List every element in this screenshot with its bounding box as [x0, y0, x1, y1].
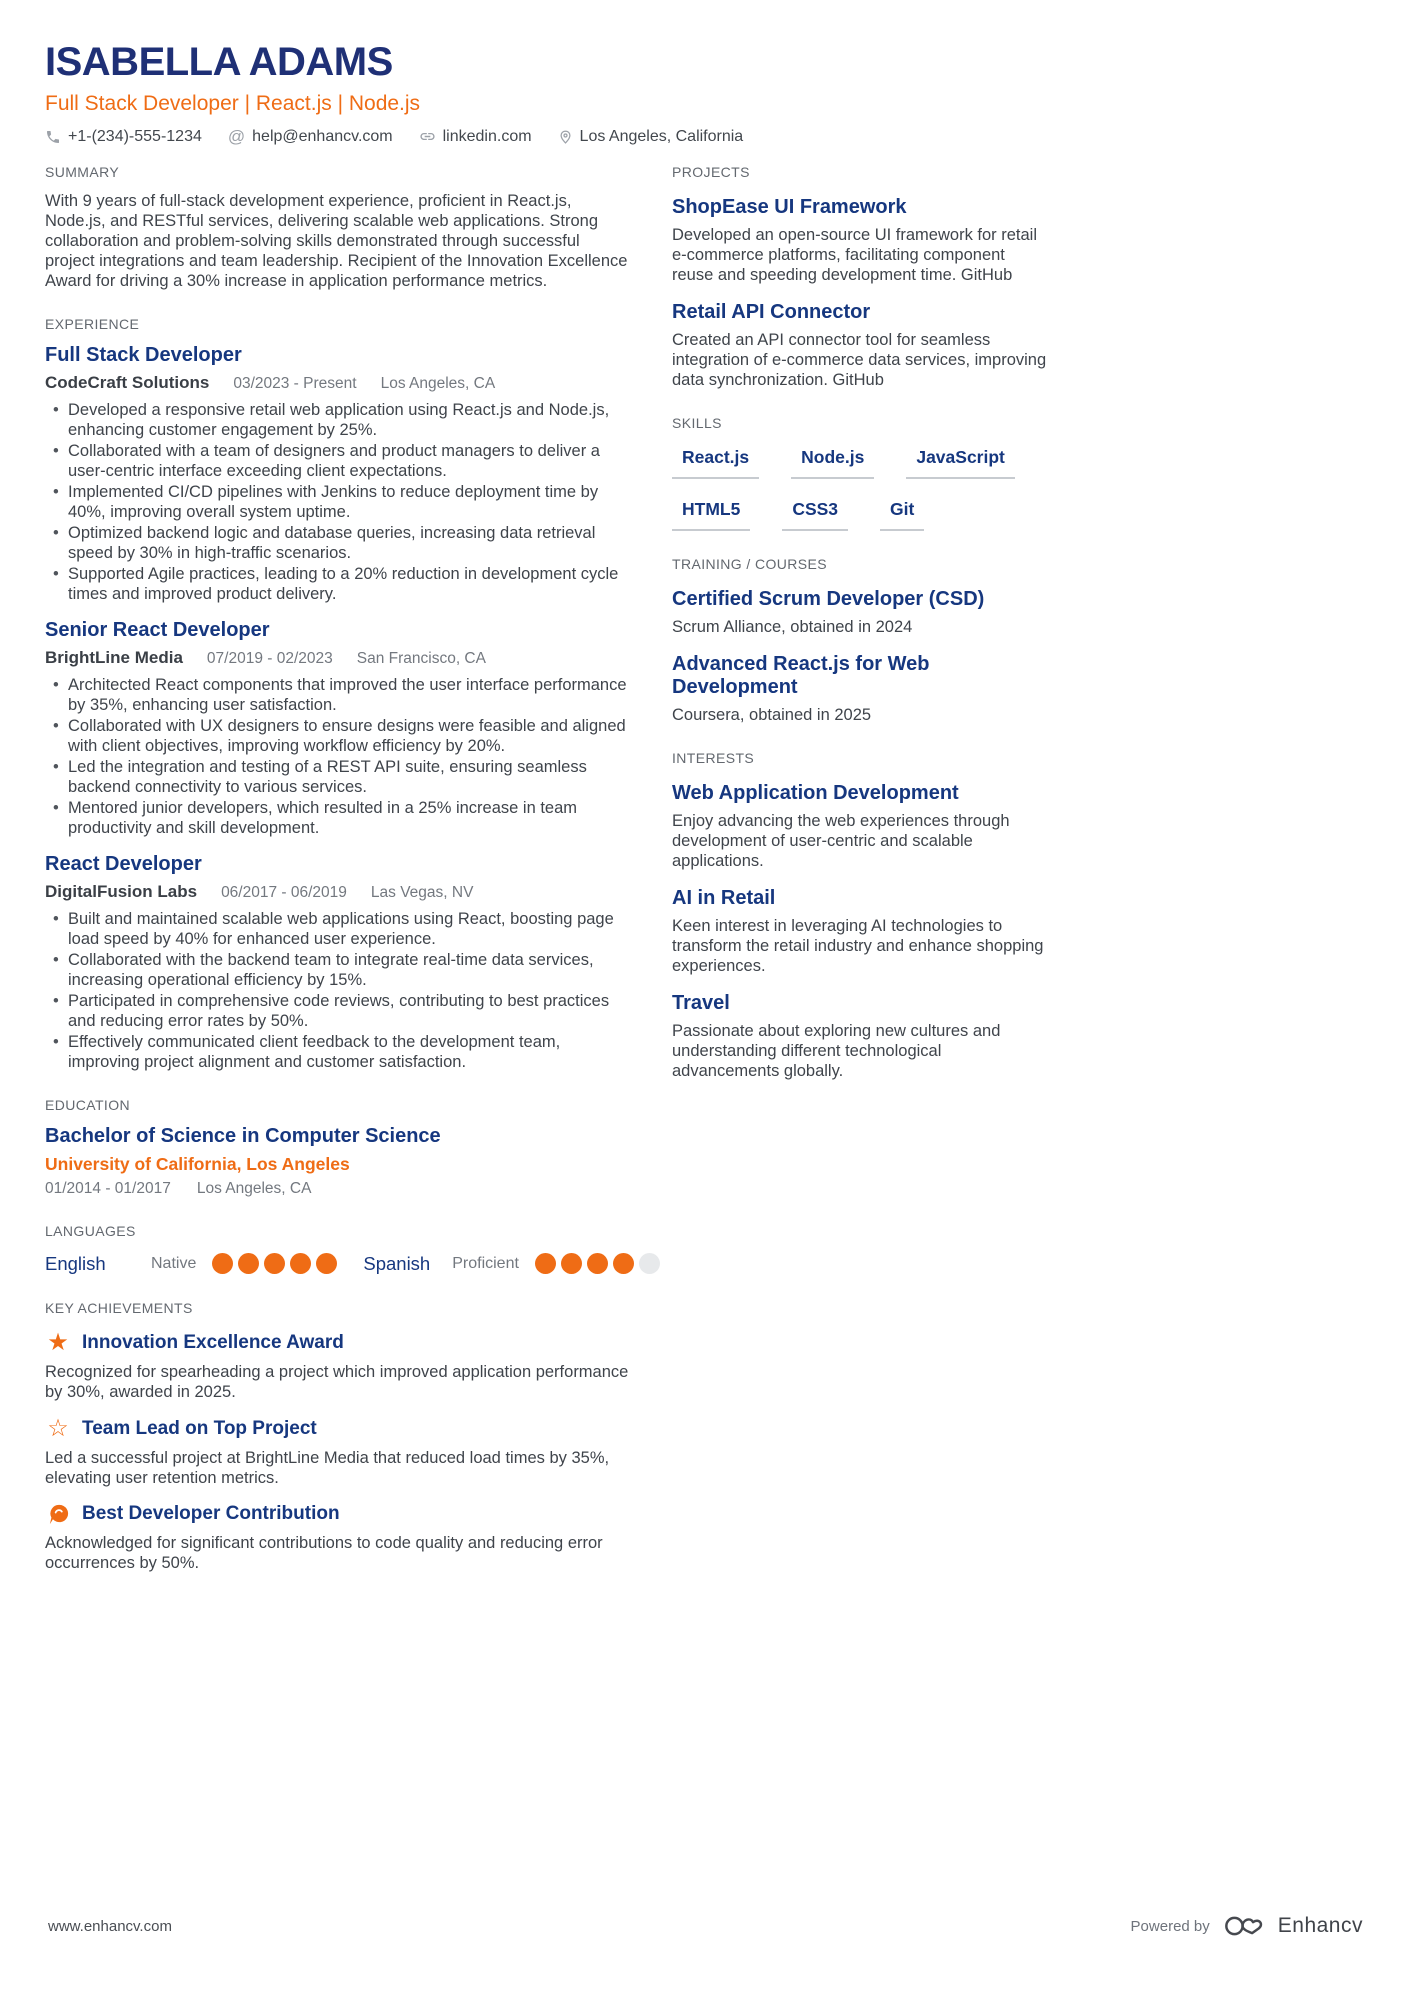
contact-location: [558, 128, 744, 146]
interest-title: Travel: [672, 991, 730, 1014]
interest-item: [672, 782, 1047, 871]
job-title: Full Stack Developer: [45, 343, 242, 366]
section-education: [45, 1097, 633, 1198]
job-bullet: • Developed a responsive retail web application using React.js and Node.js, enhancing customer engagement by 25%.: [45, 400, 633, 440]
job-meta: [45, 882, 633, 902]
section-interests: [672, 750, 1047, 1081]
job-location: San Francisco, CA: [356, 649, 486, 667]
skill-item: React.js: [672, 447, 759, 479]
job-entry: [45, 853, 633, 1072]
achievement-text: Acknowledged for significant contributions to code quality and reducing error occurrences by 50%.: [45, 1533, 603, 1572]
skill-item: Node.js: [791, 447, 874, 479]
star-filled-icon: ★: [47, 1328, 69, 1356]
contact-row: [45, 128, 1365, 146]
project-description: Developed an open-source UI framework for retail e-commerce platforms, facilitating component reuse and speeding development time. GitHub: [672, 225, 1038, 284]
achievement-item: [45, 1328, 633, 1402]
achievement-text: Led a successful project at BrightLine Media that reduced load times by 35%, elevating user retention metrics.: [45, 1448, 610, 1487]
achievement-item: [45, 1414, 633, 1488]
job-location: Las Vegas, NV: [370, 883, 474, 901]
contact-phone[interactable]: [45, 128, 202, 146]
proficiency-dot-filled: [535, 1253, 556, 1274]
location-pin-icon: [558, 129, 573, 145]
enhancv-logo-icon: [1223, 1913, 1265, 1939]
language-name: Spanish: [363, 1252, 431, 1274]
achievement-header: [45, 1328, 633, 1356]
summary-text: With 9 years of full-stack development experience, proficient in React.js, Node.js, and RESTful services, delivering scalable web applications. Strong collaboration and problem-solving skills demonstrated through successful project integrations and team leadership. Recipient of the Innovation Excellence Award for driving a 30% increase in application performance metrics.: [45, 191, 628, 290]
section-label-interests: INTERESTS: [672, 749, 755, 766]
section-label-training: TRAINING / COURSES: [672, 555, 827, 572]
course-item: [672, 588, 1047, 637]
section-label-languages: LANGUAGES: [45, 1222, 136, 1239]
course-title: Advanced React.js for Web Development: [672, 652, 930, 698]
section-projects: [672, 164, 1047, 390]
achievement-title: Innovation Excellence Award: [82, 1331, 344, 1353]
candidate-name: ISABELLA ADAMS: [45, 40, 393, 84]
left-column: [45, 164, 633, 1573]
job-dates: 07/2019 - 02/2023: [206, 649, 333, 667]
job-bullets: [45, 909, 633, 1072]
idea-head-icon: [45, 1503, 71, 1526]
resume-columns: [45, 164, 1365, 1573]
proficiency-dot-filled: [290, 1253, 311, 1274]
language-level: Proficient: [452, 1254, 519, 1272]
proficiency-dot-empty: [639, 1253, 660, 1274]
project-item: [672, 196, 1047, 285]
skill-item: HTML5: [672, 499, 750, 531]
job-bullet: • Optimized backend logic and database queries, increasing data retrieval speed by 30% in high-traffic scenarios.: [45, 523, 633, 563]
right-column: [672, 164, 1047, 1081]
contact-phone-text: +1-(234)-555-1234: [68, 127, 202, 145]
section-experience: [45, 316, 633, 1072]
job-meta: [45, 373, 633, 393]
job-bullet: • Implemented CI/CD pipelines with Jenkins to reduce deployment time by 40%, improving overall system uptime.: [45, 482, 633, 522]
course-item: [672, 653, 1047, 725]
education-school: University of California, Los Angeles: [45, 1153, 350, 1174]
achievement-title: Team Lead on Top Project: [82, 1417, 317, 1439]
job-bullets: [45, 400, 633, 604]
interest-title: AI in Retail: [672, 886, 776, 909]
achievement-header: [45, 1503, 633, 1526]
job-company: CodeCraft Solutions: [45, 372, 210, 392]
skill-item: CSS3: [782, 499, 848, 531]
achievement-header: [45, 1414, 633, 1442]
achievement-item: [45, 1503, 633, 1573]
job-dates: 03/2023 - Present: [233, 374, 357, 392]
candidate-headline: Full Stack Developer | React.js | Node.js: [45, 91, 421, 115]
section-label-education: EDUCATION: [45, 1096, 131, 1113]
enhancv-brand-text: Enhancv: [1277, 1914, 1363, 1937]
skill-item: Git: [880, 499, 924, 531]
proficiency-dot-filled: [613, 1253, 634, 1274]
course-title: Certified Scrum Developer (CSD): [672, 587, 985, 610]
achievement-text: Recognized for spearheading a project which improved application performance by 30%, awarded in 2025.: [45, 1362, 629, 1401]
contact-location-text: Los Angeles, California: [579, 127, 744, 145]
job-company: BrightLine Media: [45, 647, 183, 667]
job-bullet: • Architected React components that improved the user interface performance by 35%, enhancing user satisfaction.: [45, 675, 633, 715]
job-bullet: • Effectively communicated client feedback to the development team, improving project alignment and customer satisfaction.: [45, 1032, 633, 1072]
proficiency-dot-filled: [316, 1253, 337, 1274]
contact-email[interactable]: [228, 128, 393, 146]
education-location: Los Angeles, CA: [196, 1179, 312, 1197]
at-icon: @: [227, 127, 246, 147]
contact-link[interactable]: [419, 128, 532, 146]
phone-icon: [45, 129, 61, 145]
powered-by[interactable]: [1131, 1913, 1363, 1939]
project-title: ShopEase UI Framework: [672, 195, 907, 218]
proficiency-dot-filled: [587, 1253, 608, 1274]
section-label-summary: SUMMARY: [45, 163, 120, 180]
section-label-projects: PROJECTS: [672, 163, 750, 180]
link-icon: [419, 128, 436, 145]
project-title: Retail API Connector: [672, 300, 871, 323]
page-footer: [48, 1913, 1363, 1939]
skill-item: JavaScript: [906, 447, 1015, 479]
proficiency-dot-filled: [238, 1253, 259, 1274]
job-bullet: • Collaborated with a team of designers and product managers to deliver a user-centric interface exceeding client expectations.: [45, 441, 633, 481]
languages-row: [45, 1253, 633, 1275]
education-dates: 01/2014 - 01/2017: [45, 1179, 171, 1197]
proficiency-dot-filled: [264, 1253, 285, 1274]
language-name: English: [45, 1252, 106, 1274]
job-bullet: • Collaborated with the backend team to integrate real-time data services, increasing operational efficiency by 15%.: [45, 950, 633, 990]
section-training: [672, 556, 1047, 725]
section-label-experience: EXPERIENCE: [45, 315, 140, 332]
job-title: React Developer: [45, 852, 202, 875]
section-label-key-achievements: KEY ACHIEVEMENTS: [45, 1299, 193, 1316]
course-subtitle: Coursera, obtained in 2025: [672, 705, 872, 724]
proficiency-dot-filled: [561, 1253, 582, 1274]
skills-list: [672, 447, 1047, 531]
powered-by-label: Powered by: [1130, 1917, 1210, 1935]
job-bullet: • Collaborated with UX designers to ensure designs were feasible and aligned with client objectives, improving workflow efficiency by 20%.: [45, 716, 633, 756]
job-bullet: • Participated in comprehensive code reviews, contributing to best practices and reducing error rates by 50%.: [45, 991, 633, 1031]
language-proficiency-dots: [535, 1253, 660, 1274]
language-level: Native: [151, 1254, 197, 1272]
language-item: [363, 1253, 660, 1275]
education-degree: Bachelor of Science in Computer Science: [45, 1124, 441, 1147]
interest-description: Enjoy advancing the web experiences through development of user-centric and scalable applications.: [672, 811, 1010, 870]
job-title: Senior React Developer: [45, 618, 270, 641]
resume-header: [45, 40, 1365, 146]
proficiency-dot-filled: [212, 1253, 233, 1274]
course-subtitle: Scrum Alliance, obtained in 2024: [672, 617, 913, 636]
project-item: [672, 301, 1047, 390]
job-bullet: • Built and maintained scalable web applications using React, boosting page load speed by 40% for enhanced user experience.: [45, 909, 633, 949]
interest-description: Keen interest in leveraging AI technologies to transform the retail industry and enhance shopping experiences.: [672, 916, 1044, 975]
job-meta: [45, 648, 633, 668]
contact-link-text: linkedin.com: [442, 127, 532, 145]
job-bullet: • Led the integration and testing of a REST API suite, ensuring seamless backend connectivity to various services.: [45, 757, 633, 797]
language-proficiency-dots: [212, 1253, 337, 1274]
footer-site-link[interactable]: www.enhancv.com: [48, 1917, 172, 1935]
project-description: Created an API connector tool for seamless integration of e-commerce data services, improving data synchronization. GitHub: [672, 330, 1047, 389]
job-bullet: • Mentored junior developers, which resulted in a 25% increase in team productivity and skill development.: [45, 798, 633, 838]
education-meta: [45, 1180, 633, 1198]
section-skills: [672, 415, 1047, 531]
section-languages: [45, 1223, 633, 1275]
section-summary: [45, 164, 633, 291]
language-item: [45, 1253, 337, 1275]
job-bullet: • Supported Agile practices, leading to a 20% reduction in development cycle times and improved product delivery.: [45, 564, 633, 604]
job-entry: [45, 344, 633, 604]
star-outline-icon: ☆: [47, 1414, 69, 1442]
job-dates: 06/2017 - 06/2019: [221, 883, 347, 901]
section-label-skills: SKILLS: [672, 414, 722, 431]
achievement-title: Best Developer Contribution: [82, 1503, 340, 1525]
interest-item: [672, 887, 1047, 976]
interest-item: [672, 992, 1047, 1081]
interest-description: Passionate about exploring new cultures and understanding different technological advancements globally.: [672, 1021, 1001, 1080]
job-company: DigitalFusion Labs: [45, 881, 198, 901]
job-bullets: [45, 675, 633, 838]
job-location: Los Angeles, CA: [380, 374, 496, 392]
interest-title: Web Application Development: [672, 781, 959, 804]
contact-email-text: help@enhancv.com: [252, 127, 393, 145]
section-key-achievements: [45, 1300, 633, 1573]
job-entry: [45, 619, 633, 838]
